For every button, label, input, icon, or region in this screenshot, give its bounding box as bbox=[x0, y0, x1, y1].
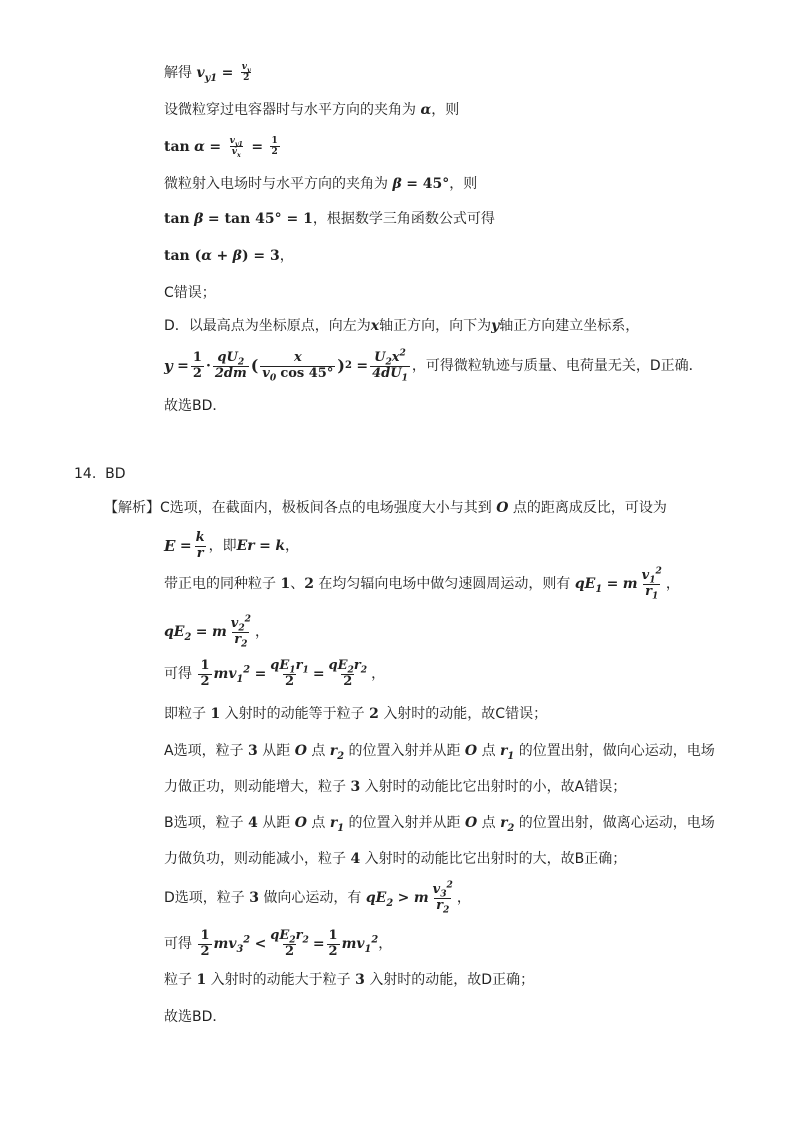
text: D．以最高点为坐标原点，向左为 bbox=[164, 318, 371, 334]
text: 解得 bbox=[164, 64, 192, 81]
text: 故选BD． bbox=[164, 398, 227, 414]
text: 入射时的动能大于粒子 bbox=[210, 972, 351, 988]
line-b1: B选项，粒子 4 从距 O 点 $r_1$ 的位置入射并从距 O 点 $r_2$ 的位置出射，做离心运动，电场 bbox=[164, 815, 715, 834]
line-choose-bd bbox=[164, 396, 226, 416]
text: A选项，粒子 bbox=[164, 743, 244, 759]
text: 可得 bbox=[164, 666, 192, 682]
text: 入射时的动能等于粒子 bbox=[224, 706, 365, 722]
line-final-answer bbox=[164, 1007, 226, 1027]
text: ， bbox=[371, 666, 386, 682]
text: ，即 bbox=[208, 538, 237, 554]
line-c-conclusion: 即粒子 1 入射时的动能等于粒子 2 入射时的动能，故C错误； bbox=[164, 706, 548, 722]
text: 的位置出射，做离心运动，电场 bbox=[518, 815, 715, 831]
text: 粒子 bbox=[164, 972, 192, 988]
line-kinetic-eq: 可得 $\frac{1}{2}$ $mv_1^2$ = $\frac{qE_1r_1}{2}$ = $\frac{qE_2r_2}{2}$ ， bbox=[164, 657, 386, 689]
line-vy1: 解得 $v_{y1}$ = $\frac{v_y}{2}$ bbox=[164, 62, 251, 84]
text: 做向心运动，有 bbox=[263, 890, 362, 906]
text: 的位置入射并从距 bbox=[348, 743, 461, 759]
line-qe2: $qE_2$ = m $\frac{v_2^2}{r_2}$ ， bbox=[164, 613, 269, 650]
line-particles-12: 带正电的同种粒子 1 、 2 在均匀辐向电场中做匀速圆周运动，则有 $qE_1$ = m $\frac{v_1^2}{r_1}$ ， bbox=[164, 565, 680, 602]
line-trajectory: y = $\frac{1}{2}$ · $\frac{qU_2}{2dm}$ ( $\frac{x}{v_0 \cos 45^\circ}$ ) 2 = $\frac{U_2x^2}{4dU_1}$ ，可得微粒轨迹与质量、电荷量无关，D正确． bbox=[164, 347, 703, 384]
line-alpha-def: 设微粒穿过电容器时与水平方向的夹角为 α，则 bbox=[164, 102, 460, 118]
text: 微粒射入电场时与水平方向的夹角为 bbox=[164, 176, 388, 192]
text: 故选BD． bbox=[164, 1009, 227, 1025]
question-answer: BD bbox=[105, 466, 126, 482]
text: 在均匀辐向电场中做匀速圆周运动，则有 bbox=[318, 576, 571, 592]
line-a1: A选项，粒子 3 从距 O 点 $r_2$ 的位置入射并从距 O 点 $r_1$ 的位置出射，做向心运动，电场 bbox=[164, 743, 715, 762]
text: 力做负功，则动能减小，粒子 bbox=[164, 851, 346, 867]
line-tan-beta: tan β = tan 45° = 1，根据数学三角函数公式可得 bbox=[164, 211, 495, 227]
text: 点 bbox=[311, 815, 326, 831]
text: 从距 bbox=[262, 815, 291, 831]
text: ， bbox=[254, 624, 269, 640]
text: 点 bbox=[481, 743, 496, 759]
text: 、 bbox=[290, 576, 305, 592]
text: 轴正方向建立坐标系， bbox=[499, 318, 640, 334]
text: 入射时的动能，故C错误； bbox=[383, 706, 548, 722]
text: 的位置出射，做向心运动，电场 bbox=[518, 743, 715, 759]
question-14-header bbox=[74, 464, 126, 484]
text: ，根据数学三角函数公式可得 bbox=[312, 211, 495, 227]
text: 点 bbox=[311, 743, 326, 759]
text: 点 bbox=[481, 815, 496, 831]
line-a2: 力做正功，则动能增大，粒子 3 入射时的动能比它出射时的小，故A错误； bbox=[164, 779, 627, 795]
text: B选项，粒子 bbox=[164, 815, 244, 831]
text: 入射时的动能比它出射时的小，故A错误； bbox=[364, 779, 627, 795]
text: 带正电的同种粒子 bbox=[164, 576, 276, 592]
line-d2: 可得 $\frac{1}{2}$ $mv_3^2$ < $\frac{qE_2r_2}{2}$ = $\frac{1}{2}$ $mv_1^2$ ， bbox=[164, 927, 393, 959]
line-tan-sum: tan (α + β) = 3， bbox=[164, 248, 294, 264]
text: 入射时的动能，故D正确； bbox=[369, 972, 535, 988]
line-d1: D选项，粒子 3 做向心运动，有 $qE_2$ > m $\frac{v_3^2}{r_2}$ ， bbox=[164, 879, 471, 916]
analysis-intro: 【解析】C选项，在截面内，极板间各点的电场强度大小与其到 O 点的距离成反比，可设为 bbox=[104, 500, 667, 516]
text: 设微粒穿过电容器时与水平方向的夹角为 bbox=[164, 102, 416, 118]
text: ， bbox=[285, 538, 300, 554]
text: ，可得微粒轨迹与质量、电荷量无关，D正确． bbox=[411, 358, 703, 374]
text: C选项，在截面内，极板间各点的电场强度大小与其到 bbox=[160, 500, 492, 516]
question-number: 14. bbox=[74, 466, 97, 482]
text: 入射时的动能比它出射时的大，故B正确； bbox=[364, 851, 627, 867]
text: ，则 bbox=[431, 102, 460, 118]
line-tan-alpha: tan α = $\frac{v_{y1}}{v_x}$ = $\frac{1}{2}$ bbox=[164, 136, 278, 160]
text: 轴正方向，向下为 bbox=[379, 318, 492, 334]
text: ，则 bbox=[449, 176, 478, 192]
text: 力做正功，则动能增大，粒子 bbox=[164, 779, 346, 795]
line-c-wrong bbox=[164, 283, 216, 303]
text: D选项，粒子 bbox=[164, 890, 245, 906]
text: 点的距离成反比，可设为 bbox=[512, 500, 667, 516]
text: 可得 bbox=[164, 936, 192, 952]
text: 从距 bbox=[262, 743, 291, 759]
text: 即粒子 bbox=[164, 706, 206, 722]
line-e-eq: E = $\frac{k}{r}$ ，即 Er = k ， bbox=[164, 529, 300, 561]
text: 的位置入射并从距 bbox=[348, 815, 461, 831]
analysis-tag: 【解析】 bbox=[104, 500, 160, 516]
text: ， bbox=[378, 936, 393, 952]
text: C错误； bbox=[164, 285, 216, 301]
text: ， bbox=[456, 890, 471, 906]
line-beta-def: 微粒射入电场时与水平方向的夹角为 β = 45°，则 bbox=[164, 176, 478, 192]
line-d-axes: D．以最高点为坐标原点，向左为x轴正方向，向下为y轴正方向建立坐标系， bbox=[164, 318, 640, 334]
text: ， bbox=[665, 576, 680, 592]
line-b2: 力做负功，则动能减小，粒子 4 入射时的动能比它出射时的大，故B正确； bbox=[164, 851, 627, 867]
line-d3: 粒子 1 入射时的动能大于粒子 3 入射时的动能，故D正确； bbox=[164, 972, 535, 988]
text: ， bbox=[279, 248, 294, 264]
